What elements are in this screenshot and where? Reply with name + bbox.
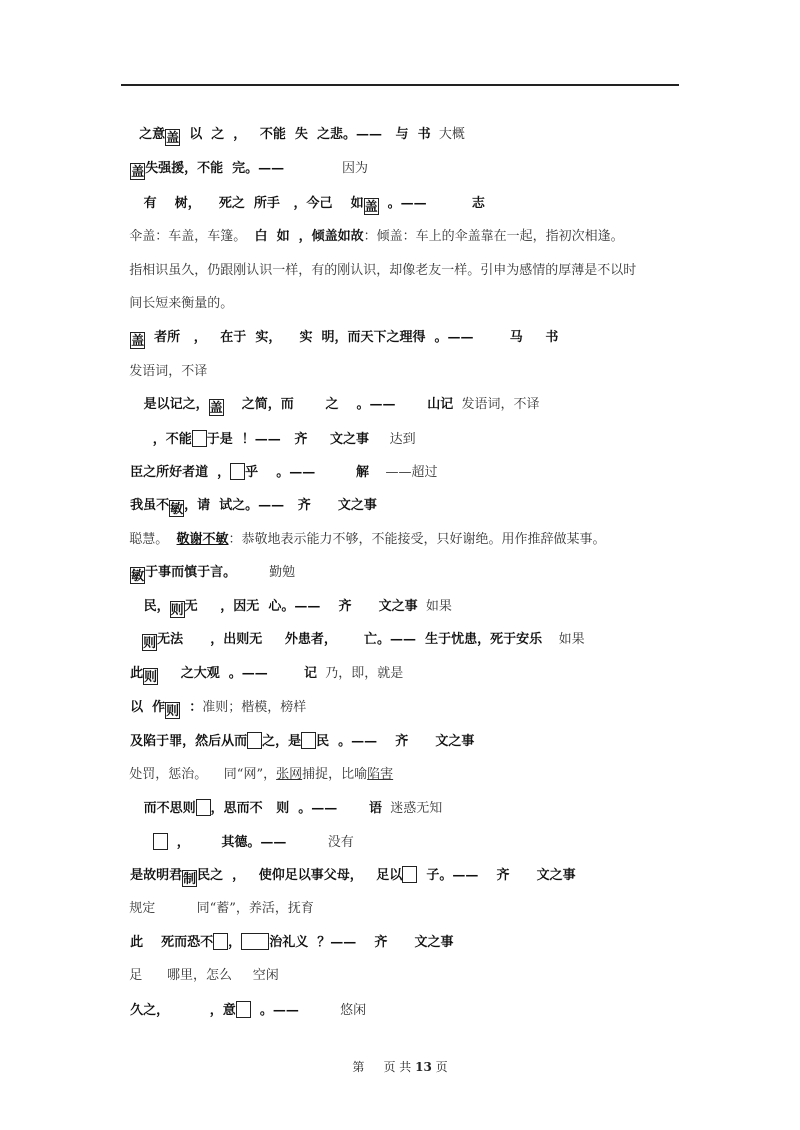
line-text: 者所 ， 在于 实， 实 明，而天下之理得 。—— 马 书 xyxy=(145,330,559,345)
gloss-text: 聪慧。 xyxy=(129,532,177,547)
line-text: 。—— xyxy=(250,1003,299,1018)
line-text: 治礼义 ？—— 齐 文之事 xyxy=(269,935,454,950)
gloss-text: ：倾盖：车上的伞盖靠在一起，指初次相逢。 xyxy=(363,229,624,244)
line-text: 民， xyxy=(130,599,170,614)
text-line-4 xyxy=(121,210,624,246)
line-text: 民 。—— 齐 文之事 xyxy=(316,734,475,749)
boxed-char: 盖 xyxy=(166,131,180,146)
line-text: 无 ，因无 心。—— 齐 文之事 xyxy=(184,599,418,614)
gloss-text: 大概 xyxy=(430,127,465,142)
gloss-text: 处罚，惩治。 同“网”， xyxy=(129,767,277,782)
text-line-5 xyxy=(121,244,636,280)
boxed-char: 则 xyxy=(170,603,184,618)
line-text: ： xyxy=(180,700,203,715)
line-text: 臣之所好者道 ， xyxy=(130,465,231,480)
gloss-text: 乃，即，就是 xyxy=(316,666,404,681)
text-line-2 xyxy=(121,142,368,180)
blank-box xyxy=(402,866,417,883)
gloss-text: 因为 xyxy=(284,161,368,176)
text-line-14 xyxy=(121,546,295,584)
boxed-char: 盖 xyxy=(364,200,378,215)
gloss-text: 指相识虽久，仍跟刚认识一样，有的刚认识，却像老友一样。引申为感情的厚薄是不以时 xyxy=(129,263,637,278)
blank-box xyxy=(247,732,262,749)
line-text: ，不能 xyxy=(130,432,192,447)
gloss-text: 准则；楷模，榜样 xyxy=(202,700,307,715)
blank-box xyxy=(196,799,211,816)
gloss-text: 如果 xyxy=(417,599,452,614)
line-text: 久之， ，意 xyxy=(130,1003,236,1018)
line-text: 此 死而恐不 xyxy=(130,935,214,950)
line-text: 之意 xyxy=(130,127,166,142)
text-line-12 xyxy=(121,479,377,517)
gloss-text: 伞盖：车盖，车篷。 xyxy=(129,229,255,244)
gloss-text: 发语词，不译 xyxy=(453,397,540,412)
boxed-char: 盖 xyxy=(131,165,145,180)
boxed-char: 则 xyxy=(166,704,180,719)
line-text: ，请 试之。—— 齐 文之事 xyxy=(184,498,377,513)
line-text: ，思而不 则 。—— 语 xyxy=(210,801,382,816)
boxed-char: 盖 xyxy=(131,334,145,349)
blank-box xyxy=(236,1001,251,1018)
text-line-19 xyxy=(121,714,474,751)
blank-box xyxy=(301,732,316,749)
gloss-text: ——超过 xyxy=(368,465,438,480)
line-text: 子。—— 齐 文之事 xyxy=(417,868,576,883)
blank-box xyxy=(230,463,245,480)
page-footer xyxy=(0,1058,800,1075)
text-line-25 xyxy=(121,915,454,952)
line-text: 以 作 xyxy=(130,700,166,715)
line-text: 于事而慎于言。 xyxy=(145,565,237,580)
line-text: 此 xyxy=(130,666,144,681)
text-line-27 xyxy=(121,983,366,1020)
blank-box xyxy=(213,933,228,950)
line-text: 是故明君 xyxy=(130,868,183,883)
line-text: 民之 ， 使仰足以事父母， 足以 xyxy=(197,868,403,883)
line-text: 有 树， 死之 所手 ，今己 如 xyxy=(130,196,364,211)
line-text: 乎 。—— 解 xyxy=(245,465,369,480)
underlined-text: 陷害 xyxy=(367,767,394,782)
text-line-24 xyxy=(121,882,314,918)
line-text: 于是 ！—— 齐 文之事 xyxy=(206,432,369,447)
gloss-text: 如果 xyxy=(542,632,585,647)
boxed-char: 盖 xyxy=(209,401,223,416)
gloss-text: 悠闲 xyxy=(298,1003,367,1018)
line-text: ， 其德。—— xyxy=(167,835,287,850)
line-text: 白 如 ，倾盖如故 xyxy=(254,229,364,244)
line-text: 以 之 ， 不能 失 之悲。—— 与 书 xyxy=(180,127,431,142)
gloss-text: 达到 xyxy=(368,432,416,447)
line-text: 是以记之， xyxy=(130,397,209,412)
text-line-7 xyxy=(121,311,558,349)
boxed-char: 敏 xyxy=(170,502,184,517)
boxed-char: 敏 xyxy=(131,569,145,584)
header-rule xyxy=(121,84,679,86)
line-text: 。—— 志 xyxy=(378,196,485,211)
gloss-text: 捕捉，比喻 xyxy=(302,767,368,782)
gloss-text: 迷惑无知 xyxy=(381,801,443,816)
text-line-9 xyxy=(121,378,540,416)
text-line-26 xyxy=(121,949,279,985)
footer-text: 页 xyxy=(435,1060,448,1074)
line-text: ， xyxy=(228,935,242,950)
text-line-6 xyxy=(121,277,233,313)
gloss-text: ：恭敬地表示能力不够，不能接受，只好谢绝。用作推辞做某事。 xyxy=(228,532,606,547)
line-text: 失强援，不能 完。—— xyxy=(145,161,285,176)
text-line-10 xyxy=(121,412,416,449)
blank-box xyxy=(241,933,269,950)
gloss-text: 规定 同“蓄”，养活，抚育 xyxy=(129,901,314,916)
text-line-11 xyxy=(121,445,438,482)
line-text: 及陷于罪，然后从而 xyxy=(130,734,248,749)
underlined-text: 张网 xyxy=(276,767,303,782)
gloss-text: 勤勉 xyxy=(236,565,296,580)
text-line-17 xyxy=(121,647,403,685)
line-text: 之大观 。—— 记 xyxy=(158,666,317,681)
gloss-text: 没有 xyxy=(286,835,354,850)
gloss-text: 间长短来衡量的。 xyxy=(129,296,234,311)
boxed-char: 则 xyxy=(143,636,157,651)
text-line-8 xyxy=(121,345,207,381)
line-text: 无法 ，出则无 外患者， 亡。—— 生于忧患，死于安乐 xyxy=(157,632,543,647)
gloss-text: 足 哪里，怎么 空闲 xyxy=(129,968,279,983)
page-count: 13 xyxy=(415,1060,432,1074)
line-text: 而不思则 xyxy=(130,801,196,816)
text-line-1 xyxy=(121,108,465,146)
footer-text: 第 xyxy=(352,1060,365,1074)
text-line-21 xyxy=(121,781,442,818)
boxed-char: 制 xyxy=(183,872,197,887)
line-text: 我虽不 xyxy=(130,498,170,513)
text-line-13 xyxy=(121,513,606,549)
line-text: 之简，而 之 。—— 山记 xyxy=(223,397,454,412)
text-line-20 xyxy=(121,748,393,784)
gloss-text: 发语词，不译 xyxy=(129,364,208,379)
boxed-char: 则 xyxy=(144,670,158,685)
text-line-22 xyxy=(121,815,354,852)
line-text: 敬谢不敏 xyxy=(176,532,229,547)
text-line-16 xyxy=(133,613,585,651)
footer-text: 页 共 xyxy=(383,1060,412,1074)
line-text: 之，是 xyxy=(262,734,302,749)
